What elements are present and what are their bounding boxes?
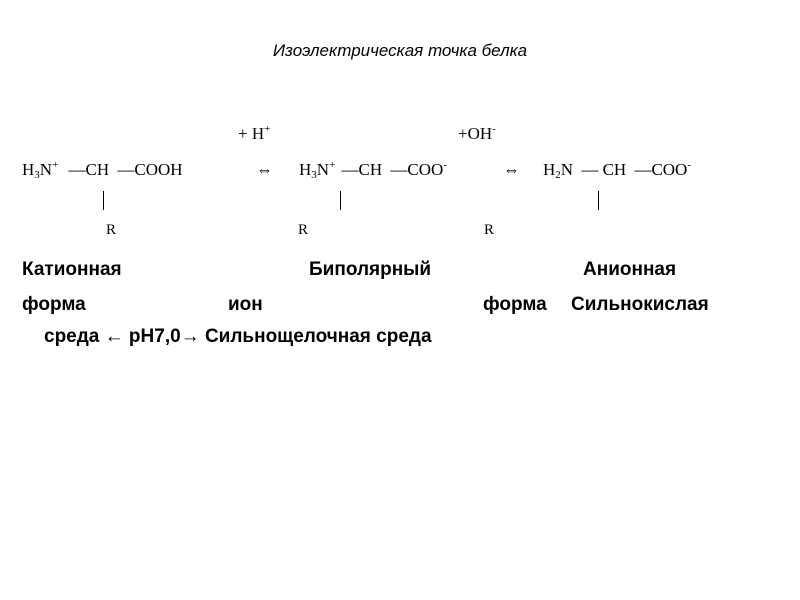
formula-bipolar-sub: 3	[311, 169, 317, 181]
label-ion: ион	[228, 294, 263, 315]
label-cationic: Катионная	[22, 259, 122, 280]
bond-vertical-3	[598, 191, 599, 210]
formula-anionic-n: N	[560, 160, 574, 179]
radical-r-1: R	[106, 222, 117, 238]
reagent-h-plus-charge: +	[264, 123, 271, 135]
label-ph-scale: среда ← pH7,0→ Сильнощелочная среда	[44, 326, 432, 347]
reagent-oh-minus-text: +OH	[458, 124, 493, 143]
reagent-oh-minus-charge: -	[492, 123, 496, 135]
radical-r-2: R	[298, 222, 309, 238]
page-title: Изоэлектрическая точка белка	[272, 41, 528, 60]
formula-bipolar-n: N	[316, 160, 330, 179]
label-form-1: форма	[22, 294, 86, 315]
formula-bipolar-ch: —CH	[341, 160, 383, 179]
formula-cationic-charge: +	[52, 159, 59, 171]
label-form-2: форма	[483, 294, 547, 315]
formula-bipolar	[299, 160, 447, 180]
label-bipolar: Биполярный	[309, 259, 432, 280]
formula-bipolar-charge-minus: -	[443, 159, 447, 171]
formula-anionic-coo: —COO	[634, 160, 688, 179]
bond-vertical-1	[103, 191, 104, 210]
equilibrium-arrow-1: ⇔	[256, 160, 273, 179]
reagent-oh-minus	[458, 124, 496, 144]
formula-cationic-cooh: —COOH	[117, 160, 183, 179]
formula-cationic	[22, 160, 183, 180]
formula-anionic-ch: — CH	[581, 160, 627, 179]
formula-anionic-sub: 2	[555, 169, 561, 181]
formula-cationic-h: H	[22, 160, 35, 179]
label-strong-acid: Сильнокислая	[571, 294, 709, 315]
formula-cationic-ch: —CH	[68, 160, 110, 179]
bond-vertical-2	[340, 191, 341, 210]
label-anionic: Анионная	[583, 259, 677, 280]
radical-r-3: R	[484, 222, 495, 238]
formula-anionic-h: H	[543, 160, 556, 179]
formula-bipolar-coo: —COO	[390, 160, 444, 179]
formula-anionic	[543, 160, 691, 180]
formula-bipolar-h: H	[299, 160, 312, 179]
equilibrium-arrow-2: ⇔	[503, 160, 520, 179]
formula-anionic-charge-minus: -	[687, 159, 692, 171]
formula-cationic-n: N	[39, 160, 53, 179]
formula-cationic-sub: 3	[34, 169, 40, 181]
reagent-h-plus-text: + H	[238, 124, 265, 143]
reagent-h-plus	[238, 124, 270, 144]
formula-bipolar-charge-plus: +	[329, 159, 336, 171]
